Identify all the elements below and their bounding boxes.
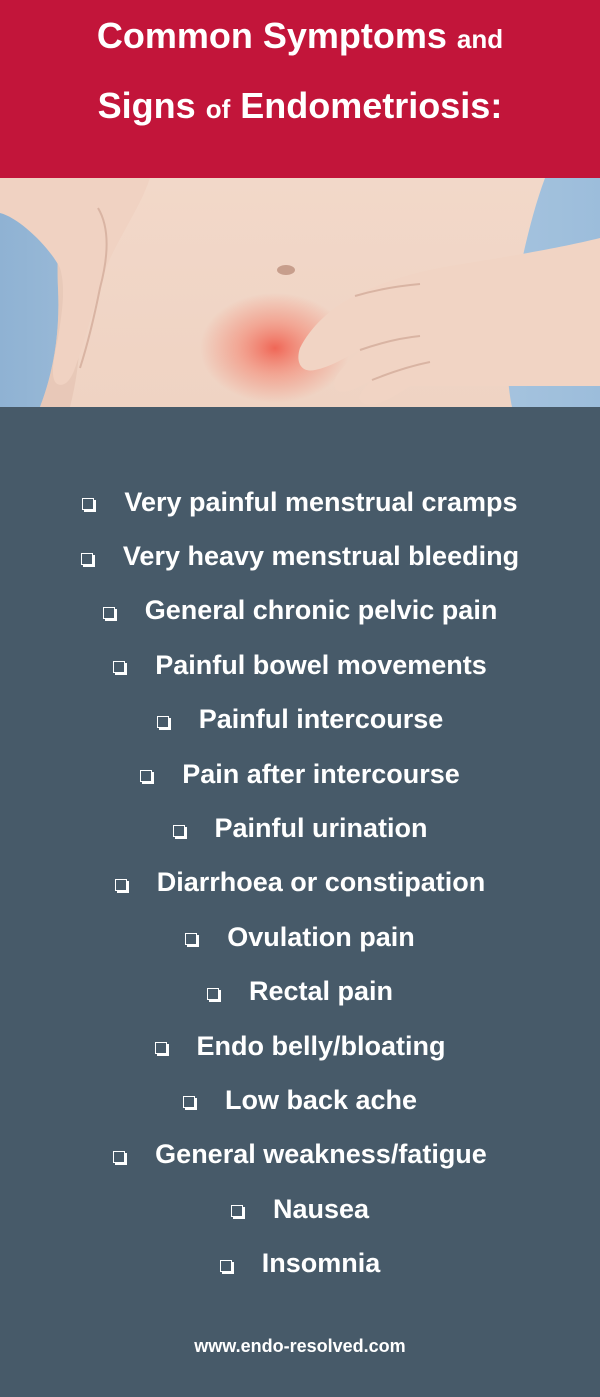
title-line-1 bbox=[0, 14, 600, 61]
symptom-item bbox=[0, 1019, 600, 1073]
symptom-item bbox=[0, 856, 600, 910]
checkbox-icon bbox=[220, 1260, 232, 1272]
title-connector-of: of bbox=[205, 94, 231, 124]
symptom-item bbox=[0, 529, 600, 583]
checkbox-icon bbox=[140, 770, 152, 782]
checkbox-icon bbox=[82, 498, 94, 510]
symptom-label: Very painful menstrual cramps bbox=[124, 486, 518, 517]
title-line-2 bbox=[0, 84, 600, 131]
checkbox-icon bbox=[157, 716, 169, 728]
checkbox-icon bbox=[113, 1151, 125, 1163]
symptom-item bbox=[0, 638, 600, 692]
header-banner bbox=[0, 0, 600, 178]
symptom-label: Low back ache bbox=[224, 1084, 418, 1115]
symptom-item bbox=[0, 910, 600, 964]
checkbox-icon bbox=[185, 933, 197, 945]
symptom-item bbox=[0, 1128, 600, 1182]
title-signs: Signs bbox=[97, 85, 196, 126]
checkbox-icon bbox=[173, 825, 185, 837]
checkbox-icon bbox=[183, 1096, 195, 1108]
checkbox-icon bbox=[207, 988, 219, 1000]
website-footer bbox=[0, 1336, 600, 1357]
checkbox-icon bbox=[115, 879, 127, 891]
symptom-item bbox=[0, 1236, 600, 1290]
symptom-label: General weakness/fatigue bbox=[155, 1139, 487, 1170]
abdomen-illustration bbox=[0, 178, 600, 407]
title-main: Common Symptoms bbox=[96, 15, 447, 56]
checkbox-icon bbox=[113, 661, 125, 673]
symptom-label: Insomnia bbox=[261, 1248, 381, 1279]
symptom-item bbox=[0, 1182, 600, 1236]
checkbox-icon bbox=[81, 553, 93, 565]
symptom-item bbox=[0, 747, 600, 801]
website-link[interactable]: www.endo-resolved.com bbox=[194, 1336, 406, 1356]
symptom-list bbox=[0, 475, 600, 1291]
symptom-label: Rectal pain bbox=[248, 976, 394, 1007]
symptom-label: Painful intercourse bbox=[198, 704, 444, 735]
checkbox-icon bbox=[155, 1042, 167, 1054]
symptom-label: Very heavy menstrual bleeding bbox=[122, 541, 520, 572]
abdomen-photo bbox=[0, 178, 600, 407]
symptom-label: Nausea bbox=[272, 1193, 370, 1224]
symptom-label: Endo belly/bloating bbox=[196, 1030, 446, 1061]
symptom-item bbox=[0, 1073, 600, 1127]
symptom-item bbox=[0, 584, 600, 638]
title-connector-and: and bbox=[456, 24, 504, 54]
symptom-item bbox=[0, 475, 600, 529]
symptom-label: Ovulation pain bbox=[227, 921, 415, 952]
checkbox-icon bbox=[103, 607, 115, 619]
symptom-label: Diarrhoea or constipation bbox=[156, 867, 486, 898]
symptom-item bbox=[0, 801, 600, 855]
symptom-item bbox=[0, 965, 600, 1019]
title-endometriosis: Endometriosis: bbox=[240, 85, 503, 126]
symptom-label: General chronic pelvic pain bbox=[144, 595, 498, 626]
symptom-item bbox=[0, 693, 600, 747]
symptom-label: Pain after intercourse bbox=[182, 758, 460, 789]
symptom-label: Painful urination bbox=[214, 813, 428, 844]
symptom-label: Painful bowel movements bbox=[155, 649, 487, 680]
checkbox-icon bbox=[231, 1205, 243, 1217]
